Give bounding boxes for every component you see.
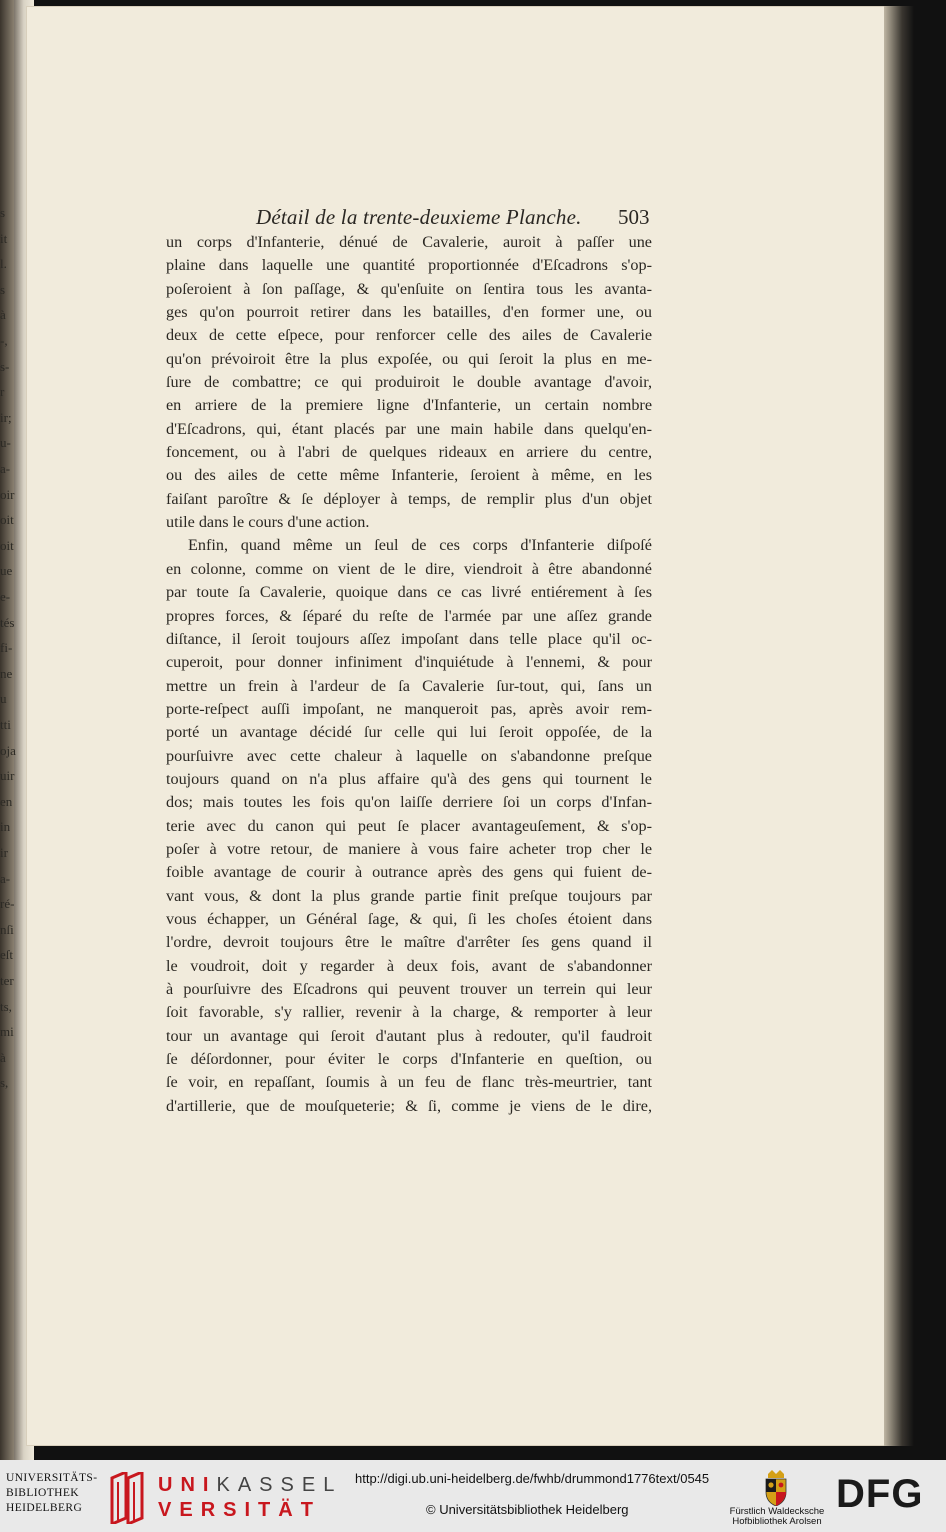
text-line: pourſuivre avec cette chaleur à laquelle on s'abandonne preſque	[166, 746, 652, 765]
text-line: le voudroit, doit y regarder à deux fois, avant de s'abandonner	[166, 956, 652, 975]
page-edge-shadow	[884, 6, 914, 1446]
kassel-letter: T	[258, 1499, 279, 1521]
ub-line-1: UNIVERSITÄTS-	[6, 1472, 98, 1484]
permalink-url[interactable]: http://digi.ub.uni-heidelberg.de/fwhb/drummond1776text/0545	[355, 1471, 710, 1486]
text-line: un corps d'Infanterie, dénué de Cavalerie, auroit à paſſer une	[166, 233, 652, 251]
kassel-letter: A	[237, 1474, 260, 1496]
margin-fragment: u	[0, 691, 7, 707]
text-line: plaine dans laquelle une quantité proportionnée d'Eſcadrons s'op-	[166, 256, 652, 275]
uni-kassel-bottom-row	[158, 1499, 321, 1522]
copyright-notice: © Universitätsbibliothek Heidelberg	[426, 1502, 629, 1517]
margin-fragment: a-	[0, 461, 11, 476]
ub-emblem-icon	[104, 1472, 150, 1524]
text-line: porté un avantage décidé ſur celle qui lui ſeroit oppoſée, de la	[166, 723, 652, 742]
text-line: en colonne, comme on vient de le dire, viendroit à être abandonné	[166, 559, 652, 578]
kassel-letter: E	[301, 1474, 324, 1496]
margin-fragment: ir;	[0, 409, 12, 425]
footer-bar	[0, 1460, 946, 1532]
margin-fragment: à	[0, 1049, 6, 1065]
margin-fragment: tés	[0, 614, 15, 630]
kassel-letter: E	[179, 1499, 201, 1521]
margin-fragment: tti	[0, 717, 11, 732]
text-line: porte-reſpect auſſi impoſant, ne manqueroit pas, après avoir rem-	[166, 699, 652, 718]
margin-fragment: -,	[0, 333, 8, 348]
kassel-letter: U	[158, 1474, 181, 1496]
margin-fragment: ré-	[0, 896, 15, 912]
margin-fragment: in	[0, 819, 11, 835]
margin-fragment: r	[0, 384, 5, 400]
margin-fragment: it	[0, 230, 8, 246]
arolsen-library-name	[727, 1507, 827, 1527]
arolsen-line-2: Hofbibliothek Arolsen	[732, 1516, 822, 1527]
text-line: qu'on prévoiroit être la plus expoſée, ou qui ſeroit la plus en me-	[166, 349, 652, 368]
margin-fragment: s	[0, 205, 6, 220]
margin-fragment: ter	[0, 973, 14, 988]
text-line: cuperoit, pour donner infiniment d'inquiétude à l'ennemi, & pour	[166, 653, 652, 672]
text-line: d'artillerie, que de mouſqueterie; & ſi, comme je viens de le dire,	[166, 1096, 652, 1115]
text-line: poſeroient à ſon paſſage, & qu'enſuite on ſentira tous les avanta-	[166, 279, 652, 298]
margin-fragment: e-	[0, 589, 11, 604]
text-line: mettre un frein à l'ardeur de ſa Cavalerie ſur-tout, qui, ſans un	[166, 676, 652, 695]
text-line: ſoit favorable, s'y rallier, revenir à la charge, & remporter à leur	[166, 1003, 652, 1022]
kassel-letter: S	[223, 1499, 245, 1521]
text-line: tour un avantage qui ſeroit d'autant plus à redouter, qu'il faudroit	[166, 1026, 652, 1045]
arolsen-crest-icon	[763, 1470, 789, 1506]
dfg-logo[interactable]: DFG	[836, 1472, 924, 1516]
margin-fragment: a-	[0, 870, 11, 886]
margin-fragment: ue	[0, 563, 13, 579]
uni-kassel-top-row	[158, 1474, 342, 1497]
text-line: Enfin, quand même un ſeul de ces corps d'Infanterie diſpoſé	[188, 536, 652, 555]
kassel-letter: L	[323, 1474, 343, 1496]
text-line: utile dans le cours d'une action.	[166, 513, 370, 532]
kassel-letter: K	[216, 1474, 238, 1496]
ub-line-2: BIBLIOTHEK	[6, 1487, 79, 1499]
text-line: diſtance, il ſeroit toujours aſſez impoſant dans telle place qu'il oc-	[166, 629, 652, 648]
margin-fragment: ne	[0, 665, 13, 681]
margin-fragment: fi-	[0, 640, 13, 656]
margin-fragment: en	[0, 793, 13, 809]
ub-line-3: HEIDELBERG	[6, 1502, 83, 1514]
kassel-letter: R	[200, 1499, 224, 1521]
text-line: vant vous, & dont la plus grande partie finit preſque toujours par	[166, 886, 652, 905]
text-line: poſer à votre retour, de maniere à vous faire acheter trop cher le	[166, 839, 652, 858]
text-line: foible avantage de courir à outrance après des gens qui fuient de-	[166, 863, 652, 882]
text-line: faiſant paroître & ſe déployer à temps, de remplir plus d'un objet	[166, 489, 652, 508]
margin-fragment: mi	[0, 1024, 14, 1040]
margin-fragment: s	[0, 281, 6, 297]
margin-fragment: oit	[0, 537, 14, 553]
margin-fragment: s-	[0, 358, 10, 374]
margin-fragment: ir	[0, 845, 8, 860]
text-line: vous échapper, un Général ſage, & qui, ſi les choſes étoient dans	[166, 909, 652, 928]
page-number: 503	[618, 205, 650, 229]
kassel-letter: S	[280, 1474, 302, 1496]
margin-fragment: ts,	[0, 998, 12, 1014]
kassel-letter: T	[300, 1499, 321, 1521]
text-line: ges qu'on pourroit retirer dans les batailles, d'en former une, ou	[166, 303, 652, 322]
margin-fragment: nſi	[0, 921, 14, 937]
text-line: ſe voir, en repaſſant, ſoumis à un feu de flanc très-meurtrier, tant	[166, 1073, 652, 1092]
arolsen-line-1: Fürstlich Waldecksche	[729, 1506, 825, 1517]
text-line: ſe déſordonner, pour éviter le corps d'Infanterie en queſtion, ou	[166, 1050, 652, 1069]
text-line: par toute ſa Cavalerie, quoique dans ce cas livré entiérement à ſes	[166, 583, 652, 602]
kassel-letter: V	[158, 1499, 180, 1521]
body-text	[166, 231, 652, 1118]
running-title: Détail de la trente-deuxieme Planche.	[256, 205, 582, 229]
margin-fragment: oit	[0, 512, 14, 528]
ub-heidelberg-logo[interactable]	[6, 1470, 104, 1524]
kassel-letter: I	[244, 1499, 259, 1521]
margin-fragment: oja	[0, 742, 16, 758]
margin-fragment: eſt	[0, 947, 13, 963]
text-line: d'Eſcadrons, qui, étant placés par une main habile dans quelqu'en-	[166, 419, 652, 438]
text-line: foncement, ou à l'abri de quelques rideaux en arriere du centre,	[166, 443, 652, 462]
text-line: en arriere de la premiere ligne d'Infanterie, un certain nombre	[166, 396, 652, 415]
kassel-letter: Ä	[278, 1499, 301, 1521]
margin-fragment: l.	[0, 256, 7, 272]
margin-fragment: à	[0, 307, 6, 323]
margin-fragment: u-	[0, 435, 11, 451]
text-line: l'ordre, devroit toujours être le maître d'arrêter ſes gens quand il	[166, 933, 652, 952]
margin-fragment: oir	[0, 486, 15, 502]
kassel-letter: N	[180, 1474, 203, 1496]
margin-fragment: s,	[0, 1075, 9, 1091]
uni-kassel-logo[interactable]	[158, 1472, 343, 1522]
text-line: toujours quand on n'a plus affaire qu'à des gens qui tournent le	[166, 769, 652, 788]
text-line: deux de cette eſpece, pour renforcer celle des ailes de Cavalerie	[166, 326, 652, 345]
text-line: dos; mais toutes les fois qu'on laiſſe derriere ſoi un corps d'Infan-	[166, 793, 652, 812]
text-line: ou des ailes de cette même Infanterie, ſeroient à même, en les	[166, 466, 652, 485]
margin-fragment: uir	[0, 768, 15, 784]
text-line: ſure de combattre; ce qui produiroit le double avantage d'avoir,	[166, 373, 652, 392]
text-line: propres forces, & ſéparé du reſte de l'armée par une aſſez grande	[166, 606, 652, 625]
kassel-letter: S	[259, 1474, 281, 1496]
text-line: terie avec du canon qui peut ſe placer avantageuſement, & s'op-	[166, 816, 652, 835]
text-line: à pourſuivre des Eſcadrons qui peuvent trouver un terrein qui leur	[166, 980, 652, 998]
kassel-letter: I	[202, 1474, 217, 1496]
